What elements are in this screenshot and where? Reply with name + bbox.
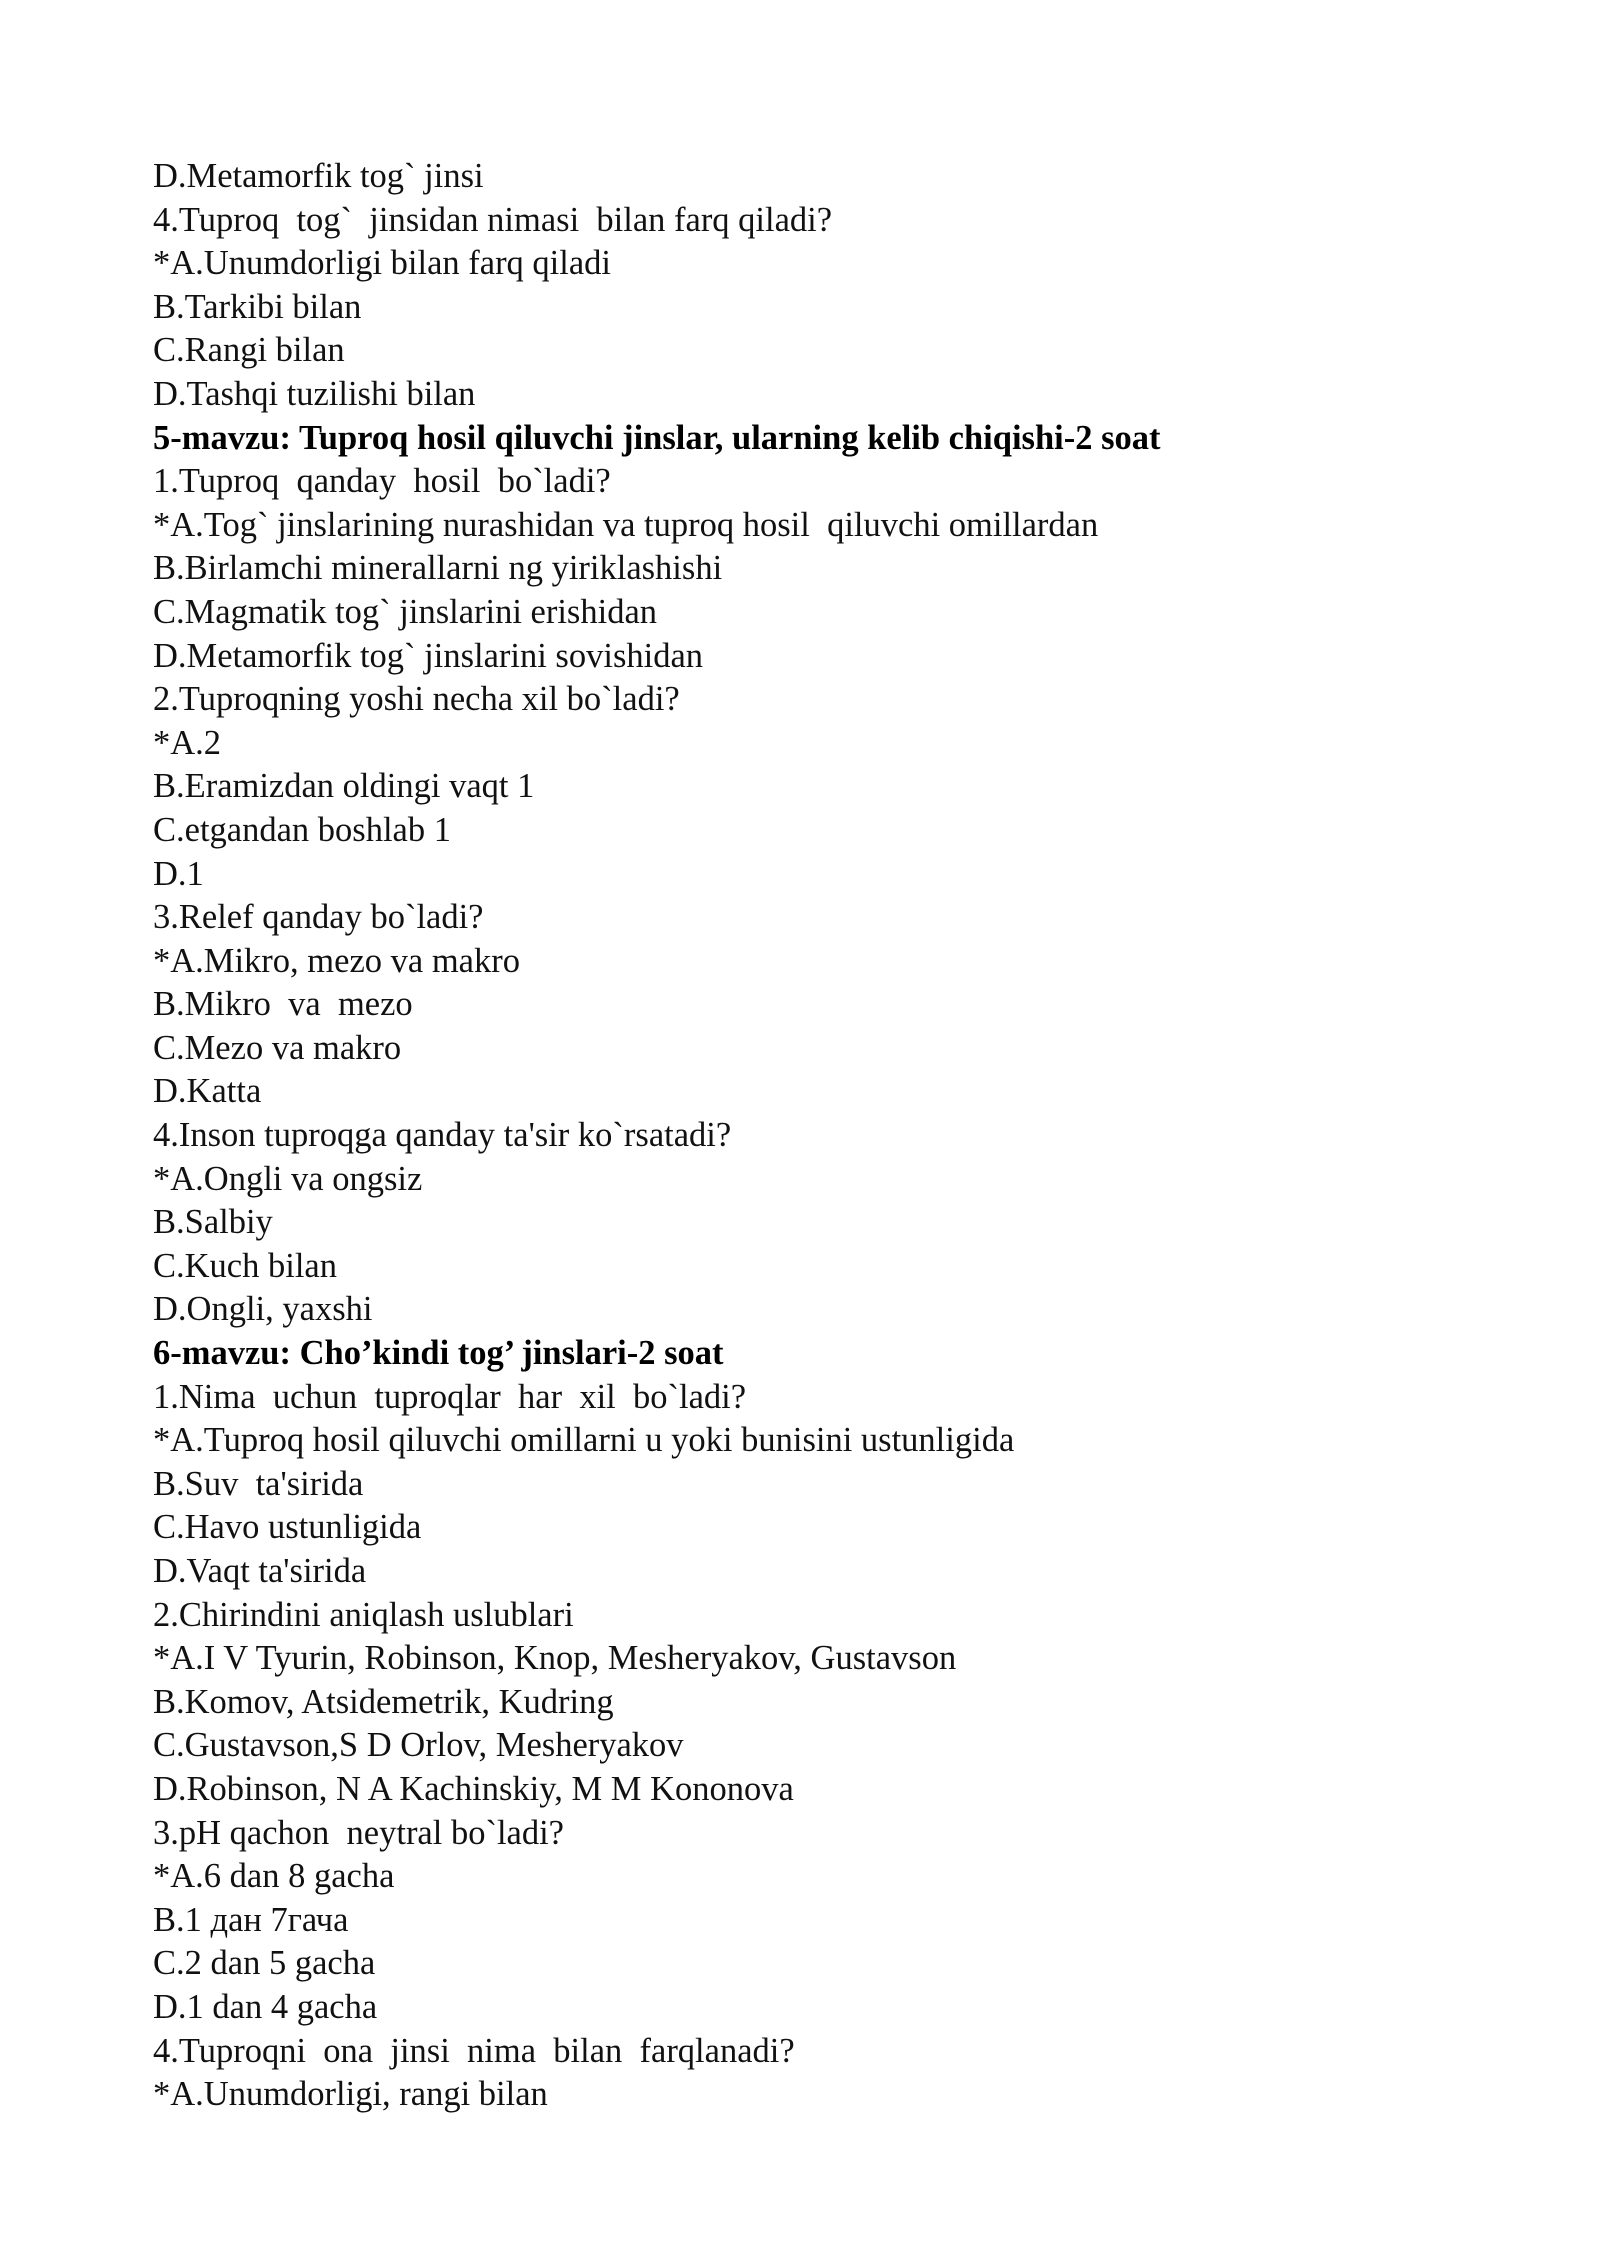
text-line: 2.Chirindini aniqlash uslublari [153,1595,574,1634]
text-line: *A.Ongli va ongsiz [153,1159,423,1198]
text-line: 1.Nima uchun tuproqlar har xil bo`ladi? [153,1377,747,1416]
text-line: B.1 дан 7гача [153,1900,349,1939]
text-line: 3.Relef qanday bo`ladi? [153,898,484,937]
text-line: B.Tarkibi bilan [153,287,362,326]
text-line: D.Tashqi tuzilishi bilan [153,374,476,413]
text-line: 3.pH qachon neytral bo`ladi? [153,1813,564,1852]
text-line: C.Magmatik tog` jinslarini erishidan [153,592,658,631]
text-line: *A.Mikro, mezo va makro [153,941,520,980]
section-heading: 5-mavzu: Tuproq hosil qiluvchi jinslar, ularning kelib chiqishi-2 soat [153,418,1161,457]
text-line: D.Vaqt ta'sirida [153,1552,367,1590]
document-body [153,155,1480,2117]
text-line: D.Robinson, N A Kachinskiy, M M Kononova [153,1769,794,1808]
text-line: *A.Unumdorligi, rangi bilan [153,2075,548,2114]
text-line: *A.Unumdorligi bilan farq qiladi [153,244,612,283]
text-line: D.Metamorfik tog` jinsi [153,157,484,195]
text-line: B.Eramizdan oldingi vaqt 1 [153,767,535,806]
text-line: 4.Inson tuproqga qanday ta'sir ko`rsatadi? [153,1116,732,1155]
text-line: D.Ongli, yaxshi [153,1290,373,1329]
text-line: B.Salbiy [153,1203,273,1242]
text-line: B.Mikro va mezo [153,985,413,1024]
section-heading: 6-mavzu: Cho’kindi tog’ jinslari-2 soat [153,1334,724,1373]
text-line: C.Rangi bilan [153,331,345,370]
text-line: C.Havo ustunligida [153,1508,422,1547]
text-line: *A.I V Tyurin, Robinson, Knop, Mesheryakov, Gustavson [153,1639,957,1678]
text-line: C.Mezo va makro [153,1028,402,1067]
text-line: 1.Tuproq qanday hosil bo`ladi? [153,462,611,501]
text-line: D.Katta [153,1072,262,1111]
text-line: B.Komov, Atsidemetrik, Kudring [153,1682,614,1721]
text-line: *A.Tog` jinslarining nurashidan va tuproq hosil qiluvchi omillardan [153,505,1099,544]
text-line: C.Kuch bilan [153,1246,337,1285]
text-line: B.Birlamchi minerallarni ng yiriklashishi [153,549,723,588]
text-line: 4.Tuproqni ona jinsi nima bilan farqlanadi? [153,2031,795,2070]
text-line: *A.2 [153,723,222,762]
text-line: *A.Tuproq hosil qiluvchi omillarni u yoki bunisini ustunligida [153,1421,1015,1460]
text-line: D.Metamorfik tog` jinslarini sovishidan [153,636,704,675]
text-line: 2.Tuproqning yoshi necha xil bo`ladi? [153,680,680,719]
text-line: C.2 dan 5 gacha [153,1944,376,1983]
text-line: D.1 [153,854,204,893]
text-line: C.Gustavson,S D Orlov, Mesheryakov [153,1726,684,1765]
text-line: B.Suv ta'sirida [153,1464,364,1503]
text-line: D.1 dan 4 gacha [153,1987,378,2026]
text-line: *A.6 dan 8 gacha [153,1857,395,1896]
text-line: C.etgandan boshlab 1 [153,810,451,849]
text-line: 4.Tuproq tog` jinsidan nimasi bilan farq qiladi? [153,200,833,239]
